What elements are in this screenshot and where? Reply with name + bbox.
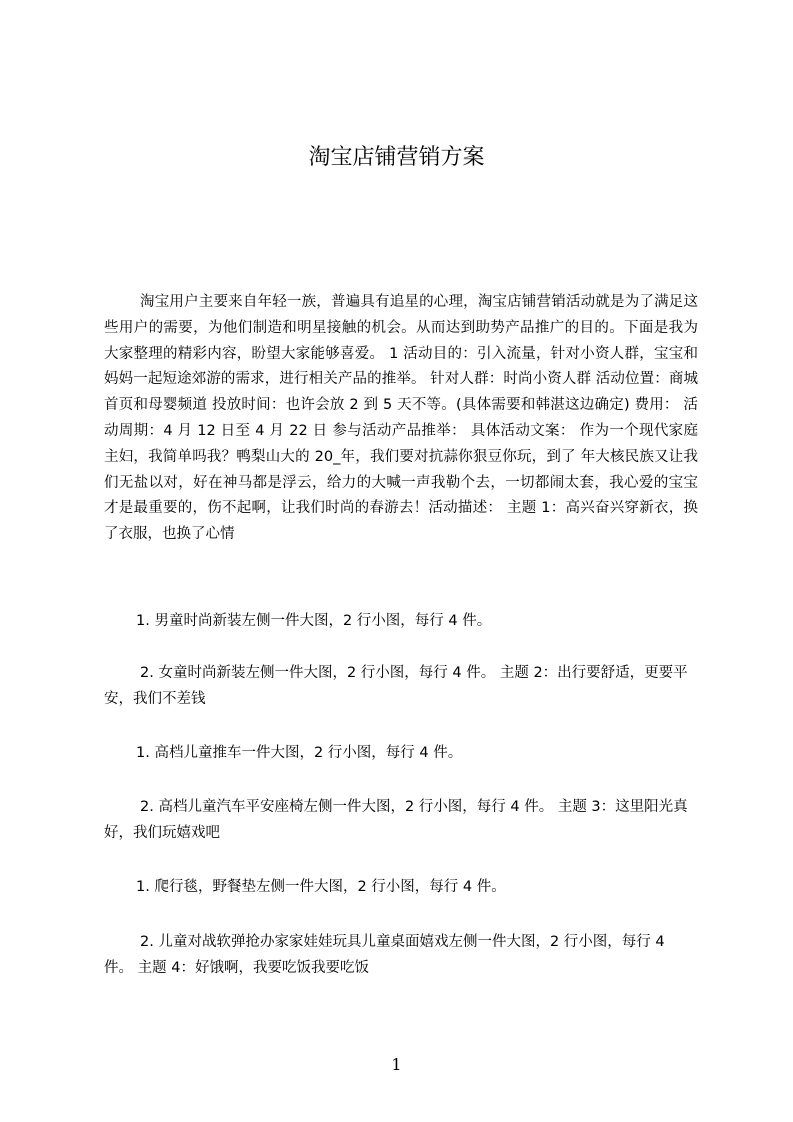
list-item: 1. 男童时尚新装左侧一件大图，2 行小图，每行 4 件。	[136, 613, 492, 629]
intro-paragraph: 淘宝用户主要来自年轻一族，普遍具有追星的心理，淘宝店铺营销活动就是为了满足这些用户的需要，为他们制造和明星接触的机会。从而达到助势产品推广的目的。下面是我为大家整理的精彩内容，盼望大家能够喜爱。 1 活动目的：引入流量，针对小资人群，宝宝和妈妈一起短途郊游的需求，进行相关产品的推举。 针对人群：时尚小资人群 活动位置：商城首页和母婴频道 投放时间：也许会放 2 到 5 天不等。(具体需要和韩湛这边确定) 费用： 活动周期：4 月 12 日至 4 月 22 日 参与活动产品推举： 具体活动文案： 作为一个现代家庭主妇，我简单吗我？鸭梨山大的 20_年，我们要对抗蒜你狠豆你玩，到了 年大核民族又让我们无盐以对，好在神马都是浮云，给力的大喊一声我勒个去，一切都闹太套，我心爱的宝宝才是最重要的，伤不起啊，让我们时尚的春游去！活动描述： 主题 1：高兴奋兴穿新衣，换了衣服，也换了心情	[104, 294, 698, 543]
list-item: 2. 高档儿童汽车平安座椅左侧一件大图，2 行小图，每行 4 件。 主题 3：这里阳光真好，我们玩嬉戏吧	[104, 799, 688, 841]
list-item: 1. 爬行毯，野餐垫左侧一件大图，2 行小图，每行 4 件。	[136, 879, 506, 895]
document-title: 淘宝店铺营销方案	[308, 145, 485, 170]
list-item: 2. 儿童对战软弹抢办家家娃娃玩具儿童桌面嬉戏左侧一件大图，2 行小图，每行 4 件。 主题 4：好饿啊，我要吃饭我要吃饭	[104, 934, 665, 976]
list-item: 2. 女童时尚新装左侧一件大图，2 行小图，每行 4 件。 主题 2：出行要舒适，更要平安，我们不差钱	[104, 665, 688, 707]
page-number: 1	[391, 1055, 402, 1074]
list-item: 1. 高档儿童推车一件大图，2 行小图，每行 4 件。	[136, 745, 463, 761]
